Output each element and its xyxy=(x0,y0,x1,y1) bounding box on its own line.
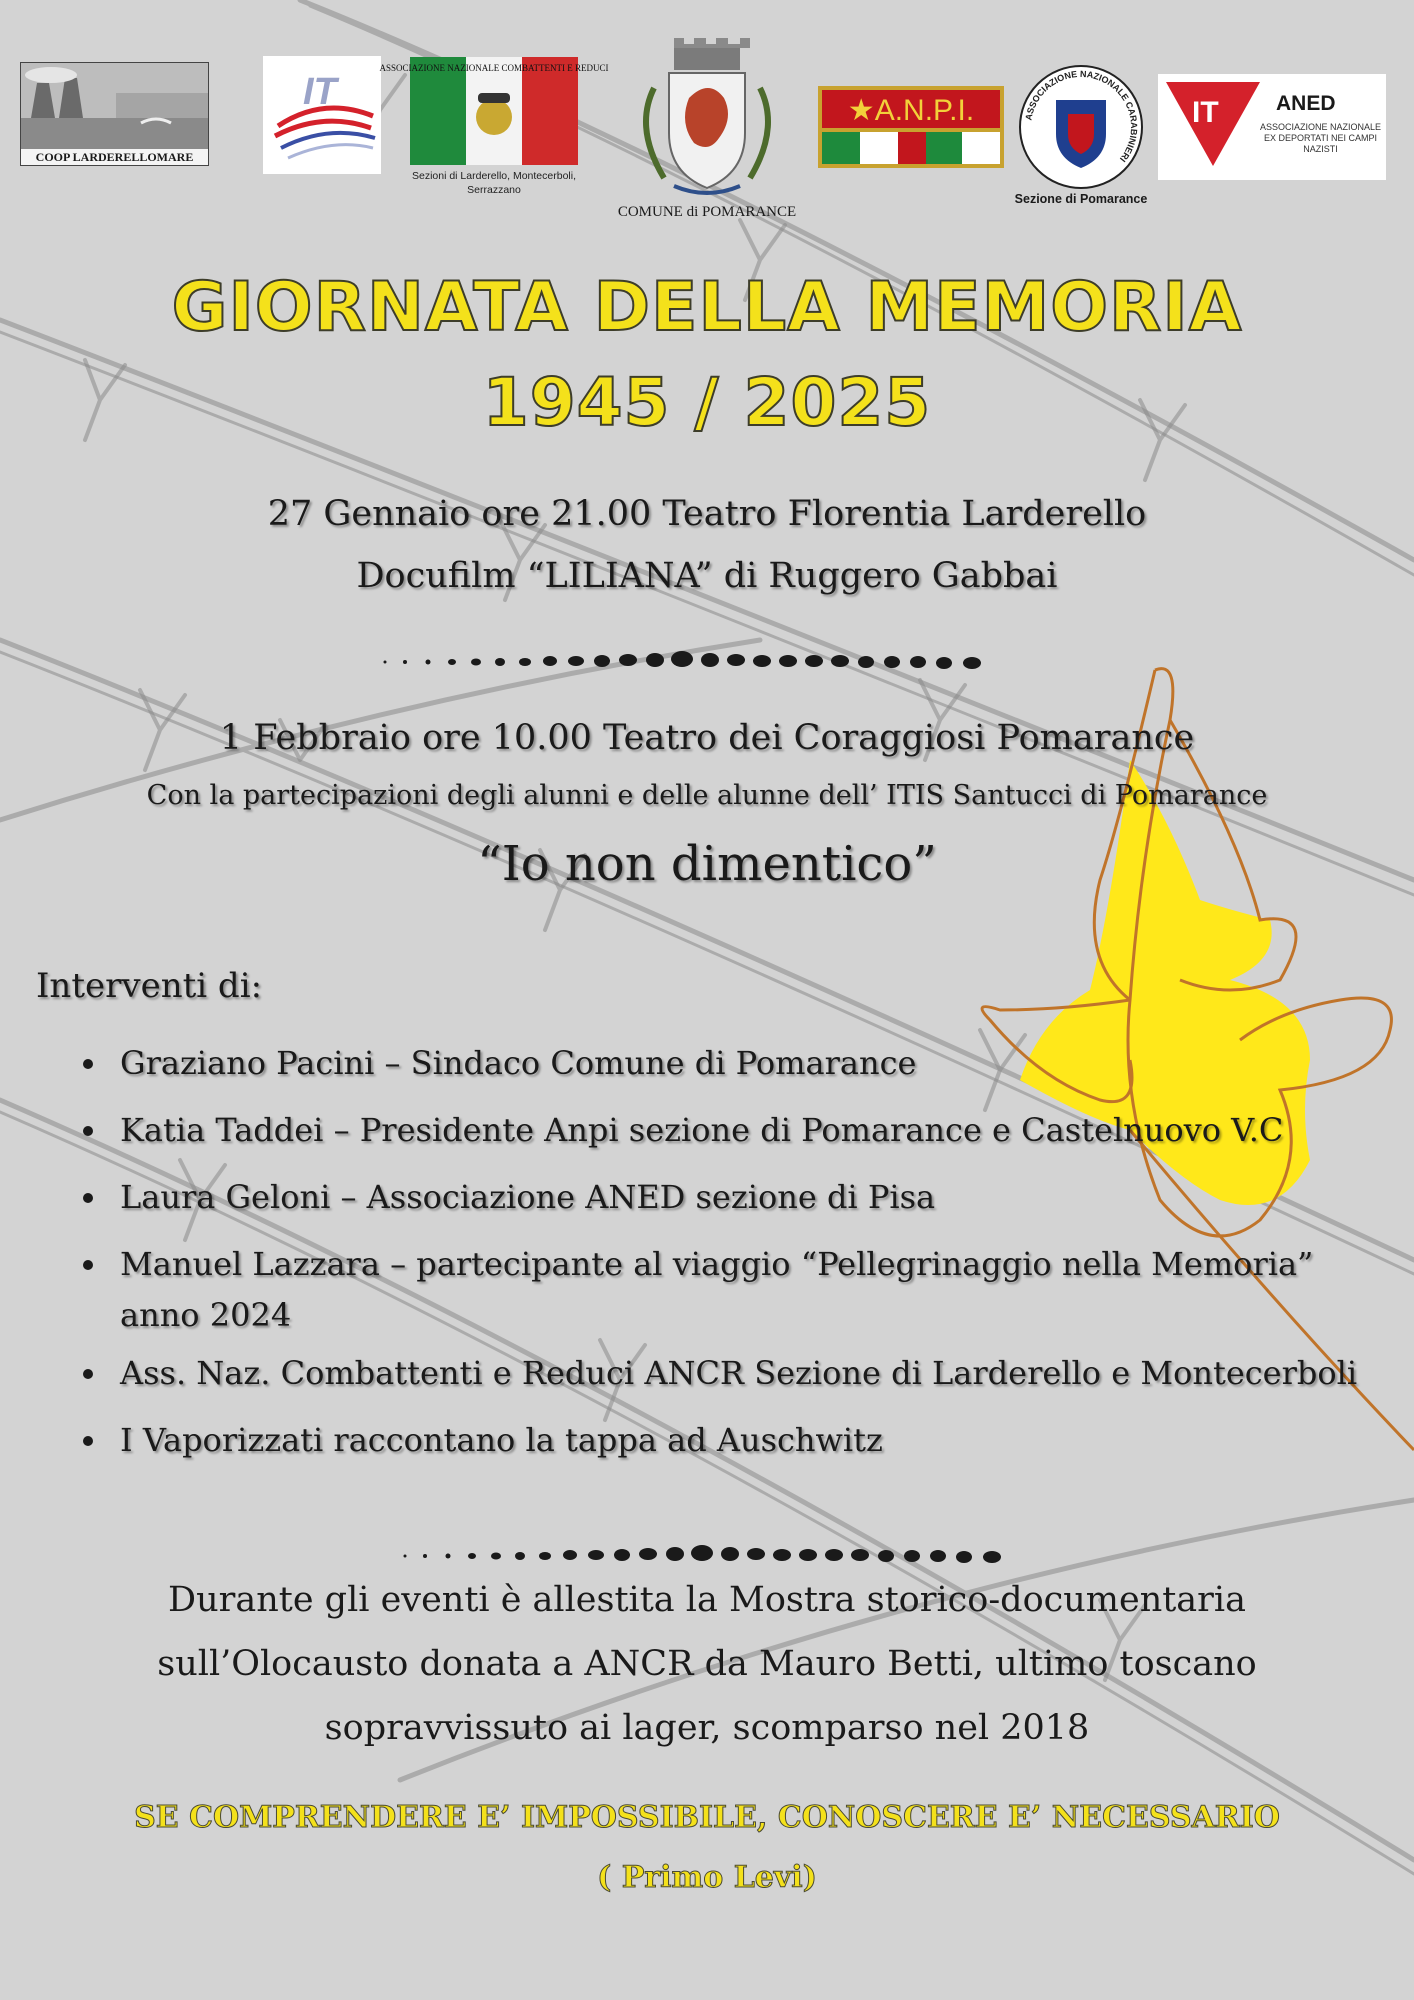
aned-name: ANED xyxy=(1276,92,1336,115)
speakers-list xyxy=(80,1030,1357,1474)
page-title: GIORNATA DELLA MEMORIA xyxy=(171,268,1243,347)
exhibition-line-1: Durante gli eventi è allestita la Mostra storico-documentaria xyxy=(168,1580,1246,1620)
list-item: • Ass. Naz. Combattenti e Reduci ANCR Sezione di Larderello e Montecerboli xyxy=(110,1340,1357,1407)
primo-levi-quote: SE COMPRENDERE E’ IMPOSSIBILE, CONOSCERE E’ NECESSARIO xyxy=(134,1800,1280,1835)
list-item-continuation: anno 2024 xyxy=(120,1296,292,1334)
event2-motto: “Io non dimentico” xyxy=(477,836,937,892)
anpi-logo-text: ★A.N.P.I. xyxy=(847,94,975,127)
it-swoosh-icon xyxy=(263,56,381,174)
ancr-logo xyxy=(379,57,609,196)
anpi-badge-icon xyxy=(818,86,1004,168)
list-item: • I Vaporizzati raccontano la tappa ad Auschwitz xyxy=(110,1407,1357,1474)
red-triangle-icon xyxy=(1158,74,1258,180)
italian-flag-icon xyxy=(379,57,609,165)
event1-film: Docufilm “LILIANA” di Ruggero Gabbai xyxy=(356,556,1058,596)
it-logo-text: IT xyxy=(303,71,337,113)
dotted-divider xyxy=(380,648,990,672)
aned-mark: IT xyxy=(1192,96,1219,129)
carabinieri-caption: Sezione di Pomarance xyxy=(1014,192,1148,206)
dotted-divider xyxy=(400,1542,1010,1566)
coop-logo-caption: COOP LARDERELLOMARE xyxy=(21,149,208,165)
list-item: • Katia Taddei – Presidente Anpi sezione di Pomarance e Castelnuovo V.C xyxy=(110,1097,1357,1164)
list-item: • Laura Geloni – Associazione ANED sezione di Pisa xyxy=(110,1164,1357,1231)
page-title-years: 1945 / 2025 xyxy=(482,364,932,441)
quote-author: ( Primo Levi) xyxy=(597,1860,817,1895)
event2-participants: Con la partecipazioni degli alunni e delle alunne dell’ ITIS Santucci di Pomarance xyxy=(146,780,1268,811)
coop-larderellomare-logo xyxy=(20,62,209,166)
ancr-logo-title: ASSOCIAZIONE NAZIONALE COMBATTENTI E REDUCI xyxy=(379,63,609,73)
comune-pomarance-crest xyxy=(614,28,800,224)
ancr-logo-caption: Sezioni di Larderello, Montecerboli, Serrazzano xyxy=(411,170,576,196)
exhibition-line-3: sopravvissuto ai lager, scomparso nel 2018 xyxy=(324,1708,1090,1748)
carabinieri-emblem-icon xyxy=(1018,64,1144,190)
aned-description: ASSOCIAZIONE NAZIONALE EX DEPORTATI NEI CAMPI NAZISTI xyxy=(1259,122,1382,154)
event1-date-venue: 27 Gennaio ore 21.00 Teatro Florentia Larderello xyxy=(267,494,1147,534)
aned-logo xyxy=(1158,74,1386,180)
event2-date-venue: 1 Febbraio ore 10.00 Teatro dei Coraggiosi Pomarance xyxy=(219,718,1195,758)
anpi-logo xyxy=(818,86,1004,168)
carabinieri-ring-text: ASSOCIAZIONE NAZIONALE CARABINIERI xyxy=(1023,68,1140,164)
list-item: • Manuel Lazzara – partecipante al viaggio “Pellegrinaggio nella Memoria” anno 2024 xyxy=(110,1231,1357,1340)
comune-caption: COMUNE di POMARANCE xyxy=(617,204,797,220)
carabinieri-association-logo xyxy=(1014,64,1148,214)
list-item: • Graziano Pacini – Sindaco Comune di Pomarance xyxy=(110,1030,1357,1097)
speakers-heading: Interventi di: xyxy=(36,966,263,1006)
exhibition-line-2: sull’Olocausto donata a ANCR da Mauro Betti, ultimo toscano xyxy=(157,1644,1257,1684)
industrial-landscape-icon xyxy=(21,63,208,149)
it-logo xyxy=(263,56,381,174)
coat-of-arms-icon xyxy=(614,28,800,200)
